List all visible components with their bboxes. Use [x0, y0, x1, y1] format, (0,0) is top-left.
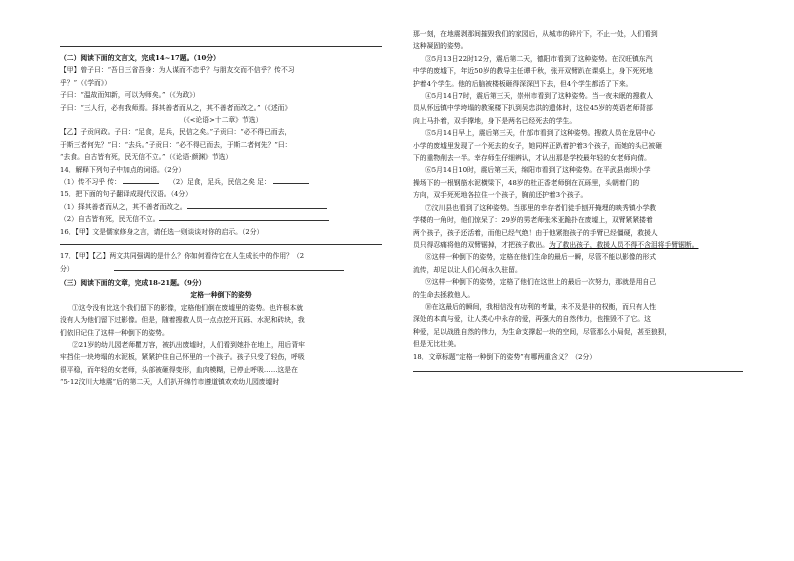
section2-heading: （二）阅读下面的文言文，完成14~17题。（10分） — [60, 54, 220, 62]
paragraph-line: 中学的废墟下，年近50岁的教导主任谭千秋，张开双臂趴在课桌上，身下死死地 — [413, 67, 653, 76]
underlined-sentence-b: 为了救出孩子，救援人员不得不含泪将手臂锯断。 — [548, 240, 699, 249]
paragraph-5 — [413, 127, 743, 164]
answer-blank[interactable] — [123, 176, 159, 184]
paragraph-line: 深处的本真与爱，让人类心中永存的爱，再强大的自然伟力，也推毁不了它。这 — [413, 315, 651, 324]
answer-line — [60, 46, 382, 47]
paragraph-line: 流传，却足以让人们心间永久驻留。 — [413, 265, 522, 274]
passage-line: 【甲】曾子曰：“吾日三省吾身：为人谋而不忠乎？与朋友交而不信乎？传不习 — [60, 66, 295, 75]
paragraph-line: 的生命去拯救他人。 — [413, 290, 475, 299]
paragraph-line: 这种凝固的姿势。 — [413, 42, 468, 51]
paragraph-2 — [60, 339, 382, 389]
answer-blank[interactable] — [273, 176, 309, 184]
q14-item-b: （2）足食，足兵，民信之矣 足： — [169, 178, 271, 187]
q15-item-a-row — [60, 201, 382, 213]
passage-line: 于斯三者何先？”曰：“去兵。”子贡曰：“必不得已而去，于斯二者何先？”曰： — [60, 140, 292, 149]
paragraph-line — [413, 239, 743, 251]
passage-line: 子曰：“三人行，必有我师焉。择其善者而从之，其不善者而改之。”（《述而》 — [60, 103, 292, 112]
left-column — [60, 40, 382, 389]
paragraph-4 — [413, 90, 743, 127]
section3-heading: （三）阅读下面的文章，完成18-21题。（9分） — [60, 278, 206, 287]
paragraph-8 — [413, 251, 743, 276]
question-18: 18．文章标题“定格一种倒下的姿势”有哪两重含义？（2分） — [413, 352, 597, 361]
paragraph-line: 方向，双手死死地各拉住一个孩子，胸前还护着3个孩子。 — [413, 191, 588, 200]
paragraph-line: 下的重物削去一半。幸存师生仔细辨认，才认出那是学校最年轻的女老师向倩。 — [413, 154, 651, 163]
answer-blank[interactable] — [159, 213, 329, 221]
paragraph-line: 操场下的一根钢筋水泥横梁下，48岁的杜正香老师倒在瓦砾里，头朝着门的 — [413, 178, 640, 187]
passage-line: 【乙】子贡问政。子曰：“足食，足兵，民信之矣。”子贡曰：“必不得已而去， — [60, 128, 292, 137]
underlined-sentence-a: 员只得忍痛将他的双臂锯掉，才把孩子救出 — [413, 240, 543, 249]
answer-line[interactable] — [60, 244, 382, 245]
paragraph-line: 员从怀远镇中学垮塌的教案楼下扒到吴忠洪的遗体时，这位45岁的英语老师背部 — [413, 104, 653, 113]
question-17-cont — [60, 263, 382, 275]
question-17-points: 分） — [60, 264, 74, 273]
q15-item-a: （1）择其善者而从之，其不善者而改之。 — [60, 202, 187, 211]
paragraph-6 — [413, 164, 743, 201]
question-17: 17．【甲】【乙】两文共同强调的是什么？你如何看待它在人生成长中的作用？（2 — [60, 252, 305, 261]
paragraph-7 — [413, 202, 743, 252]
paragraph-line: ⑥5月14日10时，震后第三天，绵阳市看到了这种姿势。在平武县南坝小学 — [425, 166, 651, 175]
paragraph-line: ⑦汶川县也看到了这种姿势。当那里的幸存者们徒手刨开掩埋的映秀镇小学教 — [425, 203, 657, 212]
paragraph-line: 小学的废墟里发现了一个死去的女子，她同样正趴着护着3个孩子，而她的头已被砸 — [413, 141, 663, 150]
paragraph-line: ④5月14日7时，震后第三天，崇州市看到了这种姿势。当一夜未眠的搜救人 — [425, 92, 653, 101]
right-column — [413, 28, 743, 377]
paragraph-line: ②21岁的幼儿园老师瞿万容，被扒出废墟时，人们看到她扑在地上，用后背牢 — [72, 340, 305, 349]
article-title: 定格一种倒下的姿势 — [190, 291, 252, 300]
passage-line: 乎？”（《学而》） — [60, 78, 112, 87]
question-14-items — [60, 176, 382, 188]
paragraph-3 — [413, 53, 743, 90]
paragraph-line: ⑧这样一种倒下的姿势，定格在他们生命的最后一瞬，尽管不能以影像的形式 — [425, 253, 657, 262]
paragraph-line: ⑨这样一种倒下的姿势，定格了他们在这世上的最后一次努力，那就是用自己 — [425, 278, 657, 287]
paragraph-10 — [413, 301, 743, 351]
paragraph-line: “5·12汶川大地震”后的第二天，人们扒开绵竹市遵道镇欢欢幼儿园废墟时 — [60, 378, 280, 387]
paragraph-line: ⑤5月14日早上，震后第三天，什邡市看到了这种姿势。搜救人员在龙居中心 — [425, 129, 656, 138]
punctuation: 。 — [542, 240, 549, 249]
passage-line: 子曰：“温故而知新，可以为师矣。”（《为政》） — [60, 91, 200, 100]
paragraph-line: 护着4个学生。他的后脑被楼板砸得深深凹下去，但4个学生都活了下来。 — [413, 79, 633, 88]
question-14: 14．解释下列句子中加点的词语。（2分） — [60, 165, 186, 174]
paragraph-line: ⑩在这最后的瞬间，我相信没有功利的考量，未不及是非的权衡，而只有人性 — [425, 302, 657, 311]
paragraph-1 — [60, 302, 382, 339]
paragraph-line: 但是无比壮美。 — [413, 340, 461, 349]
q15-item-b-row — [60, 213, 382, 225]
paragraph-line: 两个孩子，孩子还活着，而他已经气绝！由于他紧抱孩子的手臂已经僵硬，救援人 — [413, 228, 658, 237]
paragraph-9 — [413, 276, 743, 301]
paragraph-line: 种爱，足以战胜自然的伟力，为生命支撑起一块的空间，尽管那么小局促，甚至狼狈， — [413, 327, 672, 336]
passage-line: “去食。自古皆有死，民无信不立。”（《论语·颜渊》节选） — [60, 153, 233, 162]
paragraph-line: 很平稳，而年轻的女老师，头部被砸得变形，血肉模糊，已停止呼吸……这是在 — [60, 365, 298, 374]
paragraph-line: 们依旧记住了这样一种倒下的姿势。 — [60, 328, 169, 337]
q15-item-b: （2）自古皆有死，民无信不立。 — [60, 215, 160, 224]
q14-item-a: （1）传不习乎 传： — [60, 178, 121, 187]
paragraph-line: ①这令没有比这个我们留下的影像，定格他们倒在废墟里的姿势。也许根本就 — [72, 303, 304, 312]
question-15: 15．把下面的句子翻译成现代汉语。（4分） — [60, 190, 192, 199]
passage-source: （《<论语>十二章》节选） — [179, 116, 263, 125]
paragraph-line: 向上马扑着，双手撑地，身下是两名已经死去的学生。 — [413, 116, 577, 125]
answer-blank[interactable] — [114, 263, 344, 271]
paragraph-line: ③5月13日22时12分，震后第二天，德阳市看到了这种姿势。在汉旺镇东汽 — [425, 54, 653, 63]
answer-blank[interactable] — [187, 201, 327, 209]
paragraph-line: 那一刻，在地震剥那间摧毁我们的家园后，从城市的碎片下，不止一处，人们看到 — [413, 30, 658, 38]
passage-yi — [60, 126, 382, 163]
answer-line[interactable] — [413, 371, 743, 372]
paragraph-line: 学楼的一角时，他们惊呆了：29岁的男老师张米亚跪扑在废墟上，双臂紧紧搂着 — [413, 216, 653, 225]
passage-jia — [60, 64, 382, 126]
paragraph-line: 没有人为他们留下过影像。但是，随着搜救人员一点点挖开瓦砾、水泥和砖块，我 — [60, 316, 305, 325]
question-16: 16．【甲】文是儒家修身之言，请任选一则谈谈对你的启示。（2分） — [60, 227, 264, 236]
paragraph-line: 牢挡住一块垮塌的水泥板，紧紧护住自己怀里的一个孩子。孩子只受了轻伤，呼吸 — [60, 353, 305, 362]
